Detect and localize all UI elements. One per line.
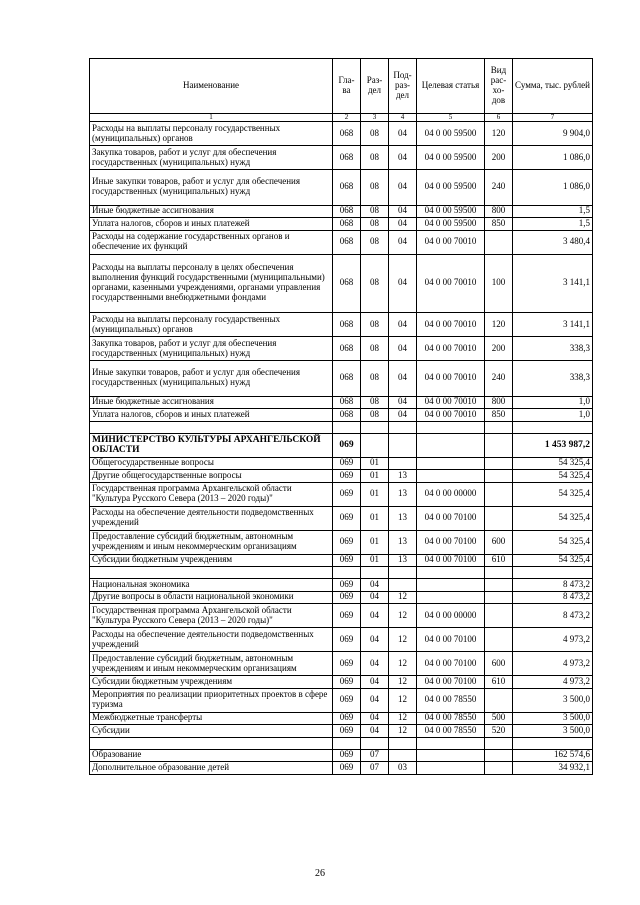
row-razdel: 04 bbox=[361, 604, 389, 628]
row-name: Расходы на выплаты персоналу в целях обеспечения выполнения функций государственными (муниципальными) органами, казенными учреждениями, органами управления государственными внебюджетными фондами bbox=[90, 254, 333, 313]
row-summa: 54 325,4 bbox=[513, 506, 593, 530]
table-row bbox=[90, 230, 593, 254]
row-razdel: 08 bbox=[361, 313, 389, 337]
row-summa: 1,0 bbox=[513, 396, 593, 409]
row-vid bbox=[485, 628, 513, 652]
row-glava: 069 bbox=[333, 530, 361, 554]
row-statya: 04 0 00 78550 bbox=[417, 688, 485, 712]
row-vid: 800 bbox=[485, 205, 513, 218]
table-row bbox=[90, 712, 593, 725]
row-razdel: 04 bbox=[361, 725, 389, 738]
table-row bbox=[90, 396, 593, 409]
row-summa: 54 325,4 bbox=[513, 482, 593, 506]
row-summa: 34 932,1 bbox=[513, 762, 593, 775]
table-row bbox=[90, 506, 593, 530]
row-podrazdel: 04 bbox=[389, 230, 417, 254]
row-glava: 069 bbox=[333, 652, 361, 676]
row-statya: 04 0 00 70100 bbox=[417, 530, 485, 554]
row-name: Закупка товаров, работ и услуг для обеспечения государственных (муниципальных) нужд bbox=[90, 146, 333, 170]
table-row bbox=[90, 313, 593, 337]
row-name: Дополнительное образование детей bbox=[90, 762, 333, 775]
row-razdel: 01 bbox=[361, 530, 389, 554]
table-row bbox=[90, 762, 593, 775]
row-statya: 04 0 00 70010 bbox=[417, 409, 485, 422]
row-summa: 1,5 bbox=[513, 218, 593, 231]
page-number: 26 bbox=[315, 868, 325, 879]
spacer-cell bbox=[417, 567, 485, 579]
row-razdel: 04 bbox=[361, 688, 389, 712]
row-podrazdel: 04 bbox=[389, 396, 417, 409]
row-podrazdel: 12 bbox=[389, 676, 417, 689]
row-vid bbox=[485, 230, 513, 254]
row-summa: 54 325,4 bbox=[513, 457, 593, 470]
row-podrazdel: 04 bbox=[389, 337, 417, 361]
row-name: Национальная экономика bbox=[90, 579, 333, 592]
spacer-cell bbox=[333, 567, 361, 579]
spacer-cell bbox=[513, 567, 593, 579]
row-vid bbox=[485, 506, 513, 530]
row-statya: 04 0 00 00000 bbox=[417, 482, 485, 506]
row-vid: 240 bbox=[485, 361, 513, 397]
row-name: Расходы на содержание государственных органов и обеспечение их функций bbox=[90, 230, 333, 254]
row-glava: 069 bbox=[333, 470, 361, 483]
row-podrazdel: 13 bbox=[389, 470, 417, 483]
header-podrazdel: Под-раз-дел bbox=[389, 59, 417, 114]
spacer-row bbox=[90, 567, 593, 579]
row-statya bbox=[417, 591, 485, 604]
header-vid: Вид рас-хо-дов bbox=[485, 59, 513, 114]
column-number: 4 bbox=[389, 114, 417, 122]
row-podrazdel: 12 bbox=[389, 712, 417, 725]
header-razdel: Раз-дел bbox=[361, 59, 389, 114]
row-summa: 1 453 987,2 bbox=[513, 433, 593, 457]
row-glava: 068 bbox=[333, 254, 361, 313]
row-razdel: 07 bbox=[361, 762, 389, 775]
row-name: Межбюджетные трансферты bbox=[90, 712, 333, 725]
row-summa: 1,0 bbox=[513, 409, 593, 422]
row-statya: 04 0 00 70100 bbox=[417, 506, 485, 530]
row-podrazdel bbox=[389, 433, 417, 457]
spacer-cell bbox=[361, 421, 389, 433]
table-row bbox=[90, 530, 593, 554]
column-number: 7 bbox=[513, 114, 593, 122]
row-razdel: 01 bbox=[361, 482, 389, 506]
row-name: Субсидии бюджетным учреждениям bbox=[90, 554, 333, 567]
table-row bbox=[90, 361, 593, 397]
row-statya bbox=[417, 433, 485, 457]
row-statya: 04 0 00 70010 bbox=[417, 361, 485, 397]
row-name: Иные бюджетные ассигнования bbox=[90, 205, 333, 218]
row-name: Образование bbox=[90, 749, 333, 762]
row-statya bbox=[417, 470, 485, 483]
table-row bbox=[90, 218, 593, 231]
row-razdel: 08 bbox=[361, 337, 389, 361]
column-number: 2 bbox=[333, 114, 361, 122]
table-row bbox=[90, 470, 593, 483]
table-body bbox=[90, 122, 593, 775]
row-statya: 04 0 00 59500 bbox=[417, 218, 485, 231]
row-name: Другие вопросы в области национальной экономики bbox=[90, 591, 333, 604]
spacer-cell bbox=[417, 737, 485, 749]
row-razdel: 04 bbox=[361, 652, 389, 676]
table-row bbox=[90, 482, 593, 506]
row-razdel: 01 bbox=[361, 554, 389, 567]
column-number: 6 bbox=[485, 114, 513, 122]
column-number-row bbox=[90, 114, 593, 122]
row-glava: 068 bbox=[333, 170, 361, 206]
row-vid: 610 bbox=[485, 676, 513, 689]
row-vid: 520 bbox=[485, 725, 513, 738]
row-summa: 3 500,0 bbox=[513, 688, 593, 712]
spacer-cell bbox=[513, 421, 593, 433]
spacer-cell bbox=[361, 567, 389, 579]
row-razdel: 04 bbox=[361, 591, 389, 604]
row-podrazdel: 13 bbox=[389, 506, 417, 530]
row-name: Уплата налогов, сборов и иных платежей bbox=[90, 218, 333, 231]
spacer-cell bbox=[389, 421, 417, 433]
row-name: Другие общегосударственные вопросы bbox=[90, 470, 333, 483]
table-row bbox=[90, 628, 593, 652]
table-row bbox=[90, 457, 593, 470]
row-summa: 54 325,4 bbox=[513, 530, 593, 554]
row-vid: 120 bbox=[485, 313, 513, 337]
table-row bbox=[90, 688, 593, 712]
row-razdel: 08 bbox=[361, 122, 389, 146]
column-number: 5 bbox=[417, 114, 485, 122]
row-glava: 068 bbox=[333, 230, 361, 254]
spacer-cell bbox=[389, 737, 417, 749]
row-statya: 04 0 00 70010 bbox=[417, 230, 485, 254]
row-glava: 069 bbox=[333, 506, 361, 530]
spacer-row bbox=[90, 421, 593, 433]
row-summa: 338,3 bbox=[513, 361, 593, 397]
row-statya bbox=[417, 749, 485, 762]
row-vid bbox=[485, 591, 513, 604]
row-vid: 500 bbox=[485, 712, 513, 725]
row-name: Предоставление субсидий бюджетным, автономным учреждениям и иным некоммерческим организациям bbox=[90, 652, 333, 676]
row-name: Мероприятия по реализации приоритетных проектов в сфере туризма bbox=[90, 688, 333, 712]
row-vid: 600 bbox=[485, 652, 513, 676]
row-summa: 3 480,4 bbox=[513, 230, 593, 254]
row-summa: 1 086,0 bbox=[513, 170, 593, 206]
row-podrazdel: 12 bbox=[389, 688, 417, 712]
row-razdel: 08 bbox=[361, 396, 389, 409]
row-summa: 1 086,0 bbox=[513, 146, 593, 170]
row-statya: 04 0 00 70100 bbox=[417, 554, 485, 567]
row-podrazdel: 12 bbox=[389, 604, 417, 628]
row-vid bbox=[485, 604, 513, 628]
row-name: Расходы на обеспечение деятельности подведомственных учреждений bbox=[90, 506, 333, 530]
row-razdel: 01 bbox=[361, 470, 389, 483]
row-podrazdel: 04 bbox=[389, 313, 417, 337]
row-vid: 100 bbox=[485, 254, 513, 313]
header-summa: Сумма, тыс. рублей bbox=[513, 59, 593, 114]
table-row bbox=[90, 676, 593, 689]
row-glava: 068 bbox=[333, 396, 361, 409]
row-podrazdel: 04 bbox=[389, 254, 417, 313]
row-name: МИНИСТЕРСТВО КУЛЬТУРЫ АРХАНГЕЛЬСКОЙ ОБЛАСТИ bbox=[90, 433, 333, 457]
row-vid bbox=[485, 688, 513, 712]
row-name: Расходы на обеспечение деятельности подведомственных учреждений bbox=[90, 628, 333, 652]
row-glava: 068 bbox=[333, 218, 361, 231]
row-name: Общегосударственные вопросы bbox=[90, 457, 333, 470]
spacer-cell bbox=[333, 737, 361, 749]
spacer-cell bbox=[90, 567, 333, 579]
spacer-cell bbox=[90, 421, 333, 433]
row-podrazdel: 04 bbox=[389, 205, 417, 218]
row-name: Предоставление субсидий бюджетным, автономным учреждениям и иным некоммерческим организациям bbox=[90, 530, 333, 554]
spacer-cell bbox=[361, 737, 389, 749]
row-vid bbox=[485, 749, 513, 762]
row-glava: 068 bbox=[333, 361, 361, 397]
column-number: 3 bbox=[361, 114, 389, 122]
row-statya: 04 0 00 70010 bbox=[417, 396, 485, 409]
table-row bbox=[90, 725, 593, 738]
row-summa: 54 325,4 bbox=[513, 554, 593, 567]
row-glava: 068 bbox=[333, 313, 361, 337]
row-razdel: 08 bbox=[361, 218, 389, 231]
table-row bbox=[90, 337, 593, 361]
spacer-cell bbox=[417, 421, 485, 433]
spacer-cell bbox=[485, 567, 513, 579]
row-glava: 069 bbox=[333, 712, 361, 725]
row-summa: 1,5 bbox=[513, 205, 593, 218]
row-glava: 069 bbox=[333, 433, 361, 457]
row-vid: 240 bbox=[485, 170, 513, 206]
row-razdel bbox=[361, 433, 389, 457]
row-razdel: 04 bbox=[361, 712, 389, 725]
row-summa: 338,3 bbox=[513, 337, 593, 361]
row-podrazdel bbox=[389, 749, 417, 762]
row-summa: 8 473,2 bbox=[513, 604, 593, 628]
table-row bbox=[90, 652, 593, 676]
row-podrazdel: 04 bbox=[389, 409, 417, 422]
row-statya: 04 0 00 59500 bbox=[417, 122, 485, 146]
row-summa: 3 500,0 bbox=[513, 725, 593, 738]
table-row bbox=[90, 254, 593, 313]
row-name: Расходы на выплаты персоналу государственных (муниципальных) органов bbox=[90, 122, 333, 146]
row-podrazdel: 03 bbox=[389, 762, 417, 775]
row-glava: 069 bbox=[333, 762, 361, 775]
row-podrazdel bbox=[389, 457, 417, 470]
row-statya: 04 0 00 00000 bbox=[417, 604, 485, 628]
row-vid: 800 bbox=[485, 396, 513, 409]
header-name: Наименование bbox=[90, 59, 333, 114]
spacer-cell bbox=[485, 737, 513, 749]
spacer-cell bbox=[389, 567, 417, 579]
row-razdel: 08 bbox=[361, 409, 389, 422]
row-summa: 8 473,2 bbox=[513, 591, 593, 604]
row-vid bbox=[485, 457, 513, 470]
row-name: Иные закупки товаров, работ и услуг для обеспечения государственных (муниципальных) нужд bbox=[90, 361, 333, 397]
row-statya bbox=[417, 579, 485, 592]
spacer-row bbox=[90, 737, 593, 749]
row-glava: 068 bbox=[333, 146, 361, 170]
row-name: Субсидии бюджетным учреждениям bbox=[90, 676, 333, 689]
row-glava: 069 bbox=[333, 688, 361, 712]
row-glava: 068 bbox=[333, 122, 361, 146]
row-statya: 04 0 00 70100 bbox=[417, 652, 485, 676]
row-name: Закупка товаров, работ и услуг для обеспечения государственных (муниципальных) нужд bbox=[90, 337, 333, 361]
row-razdel: 08 bbox=[361, 361, 389, 397]
row-podrazdel: 13 bbox=[389, 482, 417, 506]
row-razdel: 08 bbox=[361, 146, 389, 170]
row-podrazdel: 12 bbox=[389, 725, 417, 738]
row-podrazdel: 13 bbox=[389, 530, 417, 554]
row-glava: 069 bbox=[333, 676, 361, 689]
row-summa: 9 904,0 bbox=[513, 122, 593, 146]
row-razdel: 08 bbox=[361, 205, 389, 218]
row-summa: 3 141,1 bbox=[513, 254, 593, 313]
column-number: 1 bbox=[90, 114, 333, 122]
row-summa: 8 473,2 bbox=[513, 579, 593, 592]
table-row bbox=[90, 146, 593, 170]
row-glava: 068 bbox=[333, 409, 361, 422]
table-row bbox=[90, 591, 593, 604]
row-vid: 610 bbox=[485, 554, 513, 567]
row-vid: 120 bbox=[485, 122, 513, 146]
spacer-cell bbox=[485, 421, 513, 433]
row-statya: 04 0 00 78550 bbox=[417, 712, 485, 725]
row-podrazdel: 12 bbox=[389, 652, 417, 676]
row-glava: 069 bbox=[333, 457, 361, 470]
row-razdel: 01 bbox=[361, 457, 389, 470]
row-statya bbox=[417, 762, 485, 775]
row-glava: 068 bbox=[333, 337, 361, 361]
row-glava: 069 bbox=[333, 579, 361, 592]
row-vid bbox=[485, 433, 513, 457]
row-summa: 3 141,1 bbox=[513, 313, 593, 337]
row-vid bbox=[485, 762, 513, 775]
row-name: Субсидии bbox=[90, 725, 333, 738]
table-row bbox=[90, 170, 593, 206]
row-statya: 04 0 00 59500 bbox=[417, 146, 485, 170]
row-glava: 069 bbox=[333, 725, 361, 738]
row-vid bbox=[485, 470, 513, 483]
row-glava: 069 bbox=[333, 628, 361, 652]
row-summa: 4 973,2 bbox=[513, 628, 593, 652]
row-razdel: 04 bbox=[361, 676, 389, 689]
row-podrazdel: 04 bbox=[389, 361, 417, 397]
row-glava: 069 bbox=[333, 554, 361, 567]
row-podrazdel: 13 bbox=[389, 554, 417, 567]
header-row bbox=[90, 59, 593, 114]
row-podrazdel bbox=[389, 579, 417, 592]
table-row bbox=[90, 409, 593, 422]
row-name: Иные закупки товаров, работ и услуг для обеспечения государственных (муниципальных) нужд bbox=[90, 170, 333, 206]
row-razdel: 04 bbox=[361, 579, 389, 592]
row-glava: 069 bbox=[333, 604, 361, 628]
row-summa: 4 973,2 bbox=[513, 652, 593, 676]
row-vid: 600 bbox=[485, 530, 513, 554]
row-podrazdel: 04 bbox=[389, 170, 417, 206]
row-vid bbox=[485, 482, 513, 506]
budget-table bbox=[89, 58, 593, 775]
row-summa: 3 500,0 bbox=[513, 712, 593, 725]
row-glava: 069 bbox=[333, 749, 361, 762]
row-vid: 200 bbox=[485, 337, 513, 361]
row-razdel: 07 bbox=[361, 749, 389, 762]
table-row bbox=[90, 122, 593, 146]
row-statya: 04 0 00 70100 bbox=[417, 676, 485, 689]
row-vid: 850 bbox=[485, 409, 513, 422]
table-row bbox=[90, 749, 593, 762]
row-statya: 04 0 00 59500 bbox=[417, 205, 485, 218]
row-podrazdel: 04 bbox=[389, 146, 417, 170]
row-glava: 068 bbox=[333, 205, 361, 218]
spacer-cell bbox=[513, 737, 593, 749]
row-glava: 069 bbox=[333, 482, 361, 506]
row-razdel: 08 bbox=[361, 230, 389, 254]
row-podrazdel: 12 bbox=[389, 628, 417, 652]
row-statya: 04 0 00 78550 bbox=[417, 725, 485, 738]
table-row bbox=[90, 604, 593, 628]
row-vid: 850 bbox=[485, 218, 513, 231]
row-razdel: 01 bbox=[361, 506, 389, 530]
row-statya: 04 0 00 70100 bbox=[417, 628, 485, 652]
row-glava: 069 bbox=[333, 591, 361, 604]
header-glava: Гла-ва bbox=[333, 59, 361, 114]
row-vid: 200 bbox=[485, 146, 513, 170]
table-row bbox=[90, 554, 593, 567]
row-statya: 04 0 00 70010 bbox=[417, 254, 485, 313]
table-row bbox=[90, 433, 593, 457]
row-podrazdel: 04 bbox=[389, 122, 417, 146]
row-vid bbox=[485, 579, 513, 592]
row-name: Государственная программа Архангельской области "Культура Русского Севера (2013 – 2020 годы)" bbox=[90, 482, 333, 506]
row-summa: 162 574,6 bbox=[513, 749, 593, 762]
header-statya: Целевая статья bbox=[417, 59, 485, 114]
row-razdel: 08 bbox=[361, 170, 389, 206]
row-name: Расходы на выплаты персоналу государственных (муниципальных) органов bbox=[90, 313, 333, 337]
table-row bbox=[90, 579, 593, 592]
row-name: Иные бюджетные ассигнования bbox=[90, 396, 333, 409]
row-name: Уплата налогов, сборов и иных платежей bbox=[90, 409, 333, 422]
row-podrazdel: 04 bbox=[389, 218, 417, 231]
table-row bbox=[90, 205, 593, 218]
spacer-cell bbox=[333, 421, 361, 433]
row-summa: 4 973,2 bbox=[513, 676, 593, 689]
row-statya: 04 0 00 59500 bbox=[417, 170, 485, 206]
row-razdel: 04 bbox=[361, 628, 389, 652]
row-statya bbox=[417, 457, 485, 470]
row-summa: 54 325,4 bbox=[513, 470, 593, 483]
row-statya: 04 0 00 70010 bbox=[417, 337, 485, 361]
row-razdel: 08 bbox=[361, 254, 389, 313]
row-podrazdel: 12 bbox=[389, 591, 417, 604]
row-statya: 04 0 00 70010 bbox=[417, 313, 485, 337]
row-name: Государственная программа Архангельской области "Культура Русского Севера (2013 – 2020 годы)" bbox=[90, 604, 333, 628]
spacer-cell bbox=[90, 737, 333, 749]
